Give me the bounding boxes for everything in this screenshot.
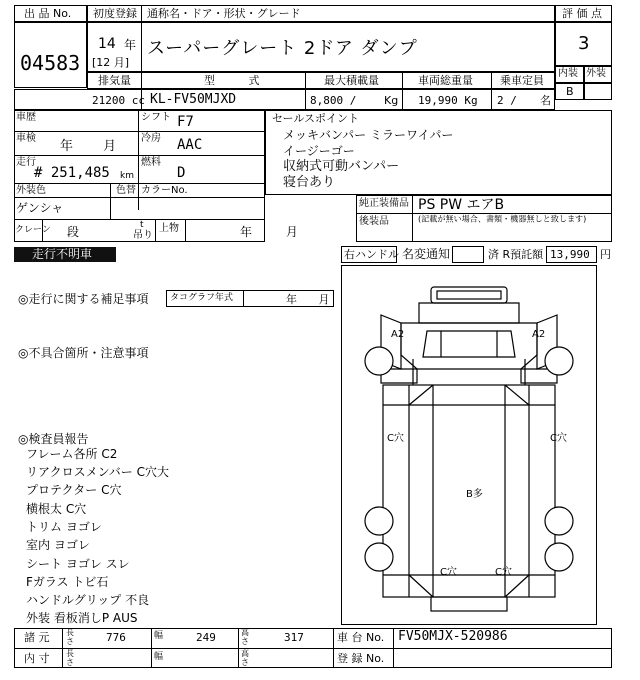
inspector-line: ハンドルグリップ 不良 <box>26 593 150 607</box>
sales-point-line: イージーゴー <box>283 144 355 158</box>
tacho-label: タコグラフ年式 <box>170 293 234 303</box>
color-code-label: カラーNo. <box>141 185 188 196</box>
inspector-line: Fガラス トビ石 <box>26 575 109 589</box>
capacity-value: 2 / <box>497 94 517 107</box>
displacement-value: 21200 cc <box>92 94 145 107</box>
upper-value: 年 月 <box>240 225 298 239</box>
inner-length-label: 長さ <box>66 649 74 667</box>
crane-t-label: t <box>140 220 144 230</box>
year-unit: 年 <box>124 38 137 52</box>
fuel-value: D <box>177 165 186 181</box>
exterior-grade-label: 外装 <box>586 68 606 79</box>
inspection-label: 車検 <box>16 133 36 144</box>
recycle-label: 済 R預託額 <box>488 248 544 261</box>
max-load-value: 8,800 / <box>310 94 357 107</box>
inspector-line: 室内 ヨゴレ <box>26 538 90 552</box>
color-label: 外装色 <box>16 185 46 196</box>
shift-label: シフト <box>141 112 171 123</box>
month-value: [12 月] <box>92 56 130 69</box>
name-change-label: 名変通知 <box>402 247 451 261</box>
height-value: 317 <box>284 631 304 644</box>
name-change-box <box>452 246 484 263</box>
inspector-line: リアクロスメンバー C穴大 <box>26 465 169 479</box>
inspector-line: フレーム各所 C2 <box>26 447 118 461</box>
width-value: 249 <box>196 631 216 644</box>
chassis-label: 車 台 No. <box>337 631 385 644</box>
displacement-label: 排気量 <box>98 74 131 87</box>
truck-diagram <box>341 265 597 625</box>
name-label: 通称名・ドア・形状・グレード <box>147 7 301 20</box>
shift-value: F7 <box>177 114 194 130</box>
inspector-label: ◎検査員報告 <box>18 432 89 446</box>
width-label: 幅 <box>154 631 164 641</box>
model-code: KL-FV50MJXD <box>150 92 237 107</box>
chassis-value: FV50MJX-520986 <box>398 629 508 644</box>
interior-grade-label: 内装 <box>558 68 578 79</box>
gvw-value: 19,990 Kg <box>418 94 478 107</box>
capacity-unit: 名 <box>540 94 551 107</box>
height-label: 高さ <box>241 628 249 646</box>
inspector-line: プロテクター C穴 <box>26 483 122 497</box>
length-label: 長さ <box>66 628 74 646</box>
inner-width-label: 幅 <box>154 652 164 662</box>
tacho-value: 年 月 <box>286 293 330 306</box>
running-notes-label: ◎走行に関する補足事項 <box>18 292 149 306</box>
reg-no-label: 登 録 No. <box>337 652 385 665</box>
inspector-line: トリム ヨゴレ <box>26 520 102 534</box>
length-value: 776 <box>106 631 126 644</box>
ac-value: AAC <box>177 137 203 153</box>
lot-label: 出 品 No. <box>24 7 72 20</box>
color-no-label: 色替 <box>116 185 136 196</box>
crane-stage-label: 段 <box>67 225 80 239</box>
first-reg-label: 初度登録 <box>93 7 137 20</box>
fuel-label: 燃料 <box>141 157 161 168</box>
sales-point-line: メッキバンパー ミラーワイパー <box>283 128 454 142</box>
diagram-mark: A2 <box>532 329 546 340</box>
mileage-label: 走行 <box>16 157 36 168</box>
max-load-unit: Kg <box>384 94 399 107</box>
year-value: 14 <box>98 36 116 52</box>
dims-label: 諸 元 <box>24 631 50 644</box>
sales-point-line: 寝台あり <box>283 175 336 190</box>
inspector-line: シート ヨゴレ スレ <box>26 557 130 571</box>
diagram-mark: C穴 <box>550 433 567 444</box>
recycle-amount: 13,990 <box>550 248 590 261</box>
specs-header <box>87 72 555 89</box>
model-label: 型 式 <box>204 74 260 87</box>
capacity-label: 乗車定員 <box>500 74 544 87</box>
diagram-mark: A2 <box>391 329 405 340</box>
genuine-equipment-value: PS PW エアB <box>418 197 505 213</box>
inspector-line: 横根太 C穴 <box>26 502 87 516</box>
gvw-label: 車両総重量 <box>418 74 473 87</box>
max-load-label: 最大積載量 <box>324 74 379 87</box>
history-label: 車歴 <box>16 112 36 123</box>
model-name: スーパーグレート 2ドア ダンプ <box>147 38 418 59</box>
diagram-mark: B多 <box>466 489 483 500</box>
ac-label: 冷房 <box>141 133 161 144</box>
crane-hang-label: 吊り <box>133 230 153 241</box>
diagram-mark: C穴 <box>387 433 404 444</box>
defects-label: ◎不具合箇所・注意事項 <box>18 346 149 360</box>
sales-point-line: 収納式可動バンパー <box>283 159 400 174</box>
genuine-equipment-label: 純正装備品 <box>359 198 409 209</box>
inspector-line: 外装 看板消しP AUS <box>26 611 138 625</box>
interior-grade: B <box>566 85 574 98</box>
recycle-unit: 円 <box>600 248 611 261</box>
mileage-unit: km <box>120 171 134 181</box>
diagram-mark: C穴 <box>495 567 512 578</box>
crane-label: クレーン <box>15 225 51 235</box>
inner-height-label: 高さ <box>241 649 249 667</box>
inner-dims-label: 内 寸 <box>24 652 50 665</box>
upper-label: 上物 <box>159 223 179 234</box>
color-value: ゲンシャ <box>16 201 64 215</box>
unknown-mileage-text: 走行不明車 <box>32 247 93 261</box>
diagram-mark: C穴 <box>440 567 457 578</box>
mileage-value: # 251,485 <box>34 165 110 181</box>
inspection-value: 年 月 <box>60 139 117 154</box>
lot-number: 04583 <box>20 51 81 75</box>
steering-text: 右ハンドル <box>344 248 399 261</box>
score-label: 評 価 点 <box>562 7 602 20</box>
sales-points-label: セールスポイント <box>272 112 360 125</box>
aftermarket-note: (記載が無い場合、書類・機器無しと致します) <box>418 215 587 225</box>
aftermarket-label: 後装品 <box>359 216 389 227</box>
score-value: 3 <box>578 33 590 54</box>
